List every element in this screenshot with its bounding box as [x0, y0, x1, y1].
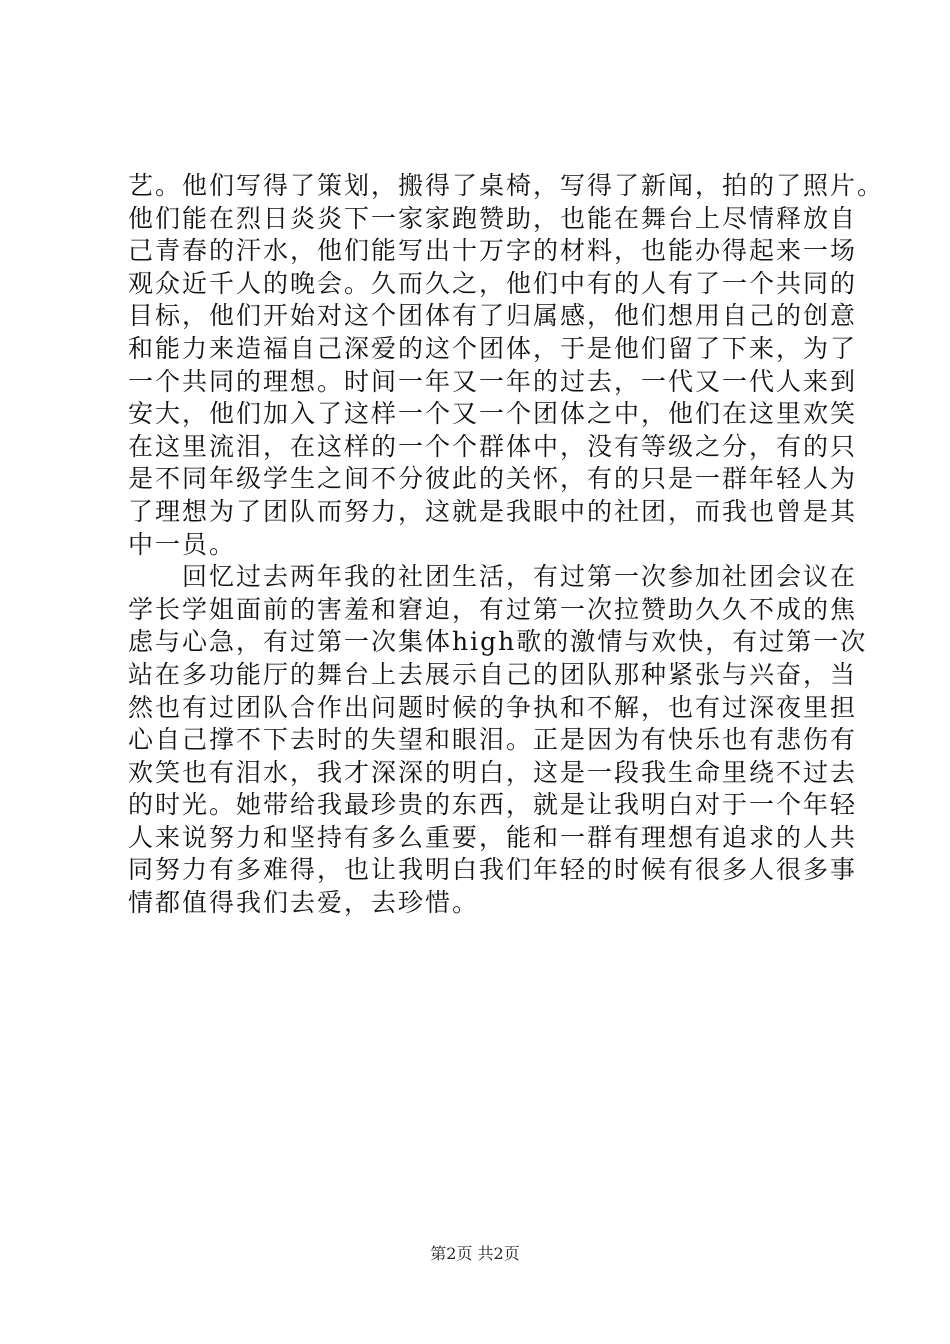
text-line: 观众近千人的晚会。久而久之，他们中有的人有了一个共同的 [128, 268, 858, 298]
text-line: 然也有过团队合作出问题时候的争执和不解，也有过深夜里担 [128, 692, 858, 722]
page-number-footer: 第2页 共2页 [430, 1244, 520, 1263]
text-line: 站在多功能厅的舞台上去展示自己的团队那种紧张与兴奋，当 [128, 659, 858, 689]
text-line: 情都值得我们去爱，去珍惜。 [128, 888, 480, 918]
text-line: 他们能在烈日炎炎下一家家跑赞助，也能在舞台上尽情释放自 [128, 203, 858, 233]
document-body [128, 170, 885, 920]
text-line: 心自己撑不下去时的失望和眼泪。正是因为有快乐也有悲伤有 [128, 725, 858, 755]
text-line: 艺。他们写得了策划，搬得了桌椅，写得了新闻，拍的了照片。 [128, 171, 885, 200]
text-line: 在这里流泪，在这样的一个个群体中，没有等级之分，有的只 [128, 431, 858, 461]
text-line: 一个共同的理想。时间一年又一年的过去，一代又一代人来到 [128, 366, 858, 396]
text-line: 虑与心急，有过第一次集体high歌的激情与欢快，有过第一次 [128, 627, 868, 657]
text-line: 己青春的汗水，他们能写出十万字的材料，也能办得起来一场 [128, 236, 858, 266]
text-line: 是不同年级学生之间不分彼此的关怀，有的只是一群年轻人为 [128, 464, 858, 494]
text-line: 安大，他们加入了这样一个又一个团体之中，他们在这里欢笑 [128, 399, 858, 429]
text-line: 学长学姐面前的害羞和窘迫，有过第一次拉赞助久久不成的焦 [128, 594, 858, 624]
text-line: 和能力来造福自己深爱的这个团体，于是他们留了下来，为了 [128, 333, 858, 363]
text-line: 回忆过去两年我的社团生活，有过第一次参加社团会议在 [128, 562, 858, 592]
text-line: 同努力有多难得，也让我明白我们年轻的时候有很多人很多事 [128, 855, 858, 885]
text-line: 的时光。她带给我最珍贵的东西，就是让我明白对于一个年轻 [128, 790, 858, 820]
text-line: 人来说努力和坚持有多么重要，能和一群有理想有追求的人共 [128, 822, 858, 852]
text-line: 中一员。 [128, 529, 237, 559]
text-line: 欢笑也有泪水，我才深深的明白，这是一段我生命里绕不过去 [128, 757, 858, 787]
text-line: 目标，他们开始对这个团体有了归属感，他们想用自己的创意 [128, 301, 858, 331]
text-line: 了理想为了团队而努力，这就是我眼中的社团，而我也曾是其 [128, 496, 858, 526]
